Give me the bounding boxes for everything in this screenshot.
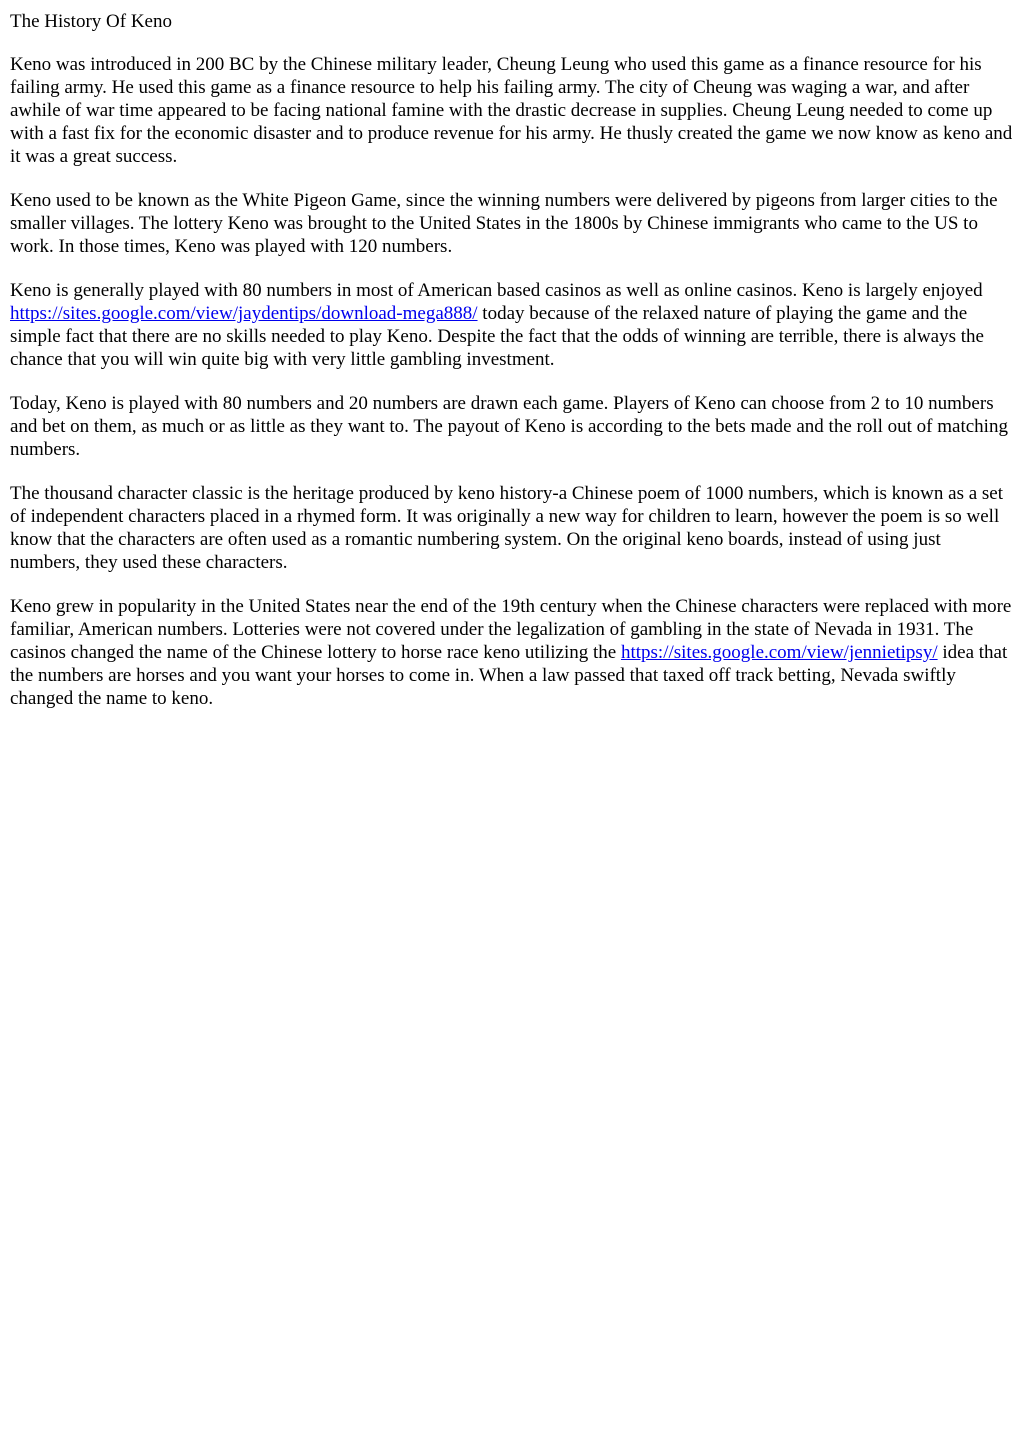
jennietipsy-link[interactable]: https://sites.google.com/view/jennietipsy/	[620, 642, 938, 663]
document-page	[0, 0, 1024, 710]
paragraph-4: Today, Keno is played with 80 numbers and 20 numbers are drawn each game. Players of Keno can choose from 2 to 10 numbers and bet on them, as much or as little as they want to. The payout of Keno is according to the bets made and the roll out of matching numbers.	[10, 393, 1008, 460]
page-title: The History Of Keno	[10, 11, 172, 32]
paragraph-6-text-before: Keno grew in popularity in the United States near the end of the 19th century when the Chinese characters were replaced with more familiar, American numbers. Lotteries were not covered under the legalization of gambling in the state of Nevada in 1931. The casinos changed the name of the Chinese lottery to horse race keno utilizing the	[10, 596, 1012, 663]
paragraph-3-text-after: today because of the relaxed nature of playing the game and the simple fact that there are no skills needed to play Keno. Despite the fact that the odds of winning are terrible, there is always the chance that you will win quite big with very little gambling investment.	[10, 303, 984, 370]
paragraph-2: Keno used to be known as the White Pigeon Game, since the winning numbers were delivered by pigeons from larger cities to the smaller villages. The lottery Keno was brought to the United States in the 1800s by Chinese immigrants who came to the US to work. In those times, Keno was played with 120 numbers.	[10, 190, 998, 257]
paragraph-5: The thousand character classic is the heritage produced by keno history-a Chinese poem of 1000 numbers, which is known as a set of independent characters placed in a rhymed form. It was originally a new way for children to learn, however the poem is so well know that the characters are often used as a romantic numbering system. On the original keno boards, instead of using just numbers, they used these characters.	[10, 483, 1004, 573]
paragraph-3	[10, 279, 1014, 371]
paragraph-6	[10, 595, 1014, 710]
paragraph-1: Keno was introduced in 200 BC by the Chinese military leader, Cheung Leung who used this game as a finance resource for his failing army. He used this game as a finance resource to help his failing army. The city of Cheung was waging a war, and after awhile of war time appeared to be facing national famine with the drastic decrease in supplies. Cheung Leung needed to come up with a fast fix for the economic disaster and to produce revenue for his army. He thusly created the game we now know as keno and it was a great success.	[10, 54, 1013, 167]
paragraph-3-text-before: Keno is generally played with 80 numbers in most of American based casinos as well as online casinos. Keno is largely enjoyed	[10, 280, 983, 301]
mega888-link[interactable]: https://sites.google.com/view/jaydentips/download-mega888/	[10, 303, 478, 324]
paragraph-6-text-after: idea that the numbers are horses and you want your horses to come in. When a law passed that taxed off track betting, Nevada swiftly changed the name to keno.	[10, 642, 1008, 709]
